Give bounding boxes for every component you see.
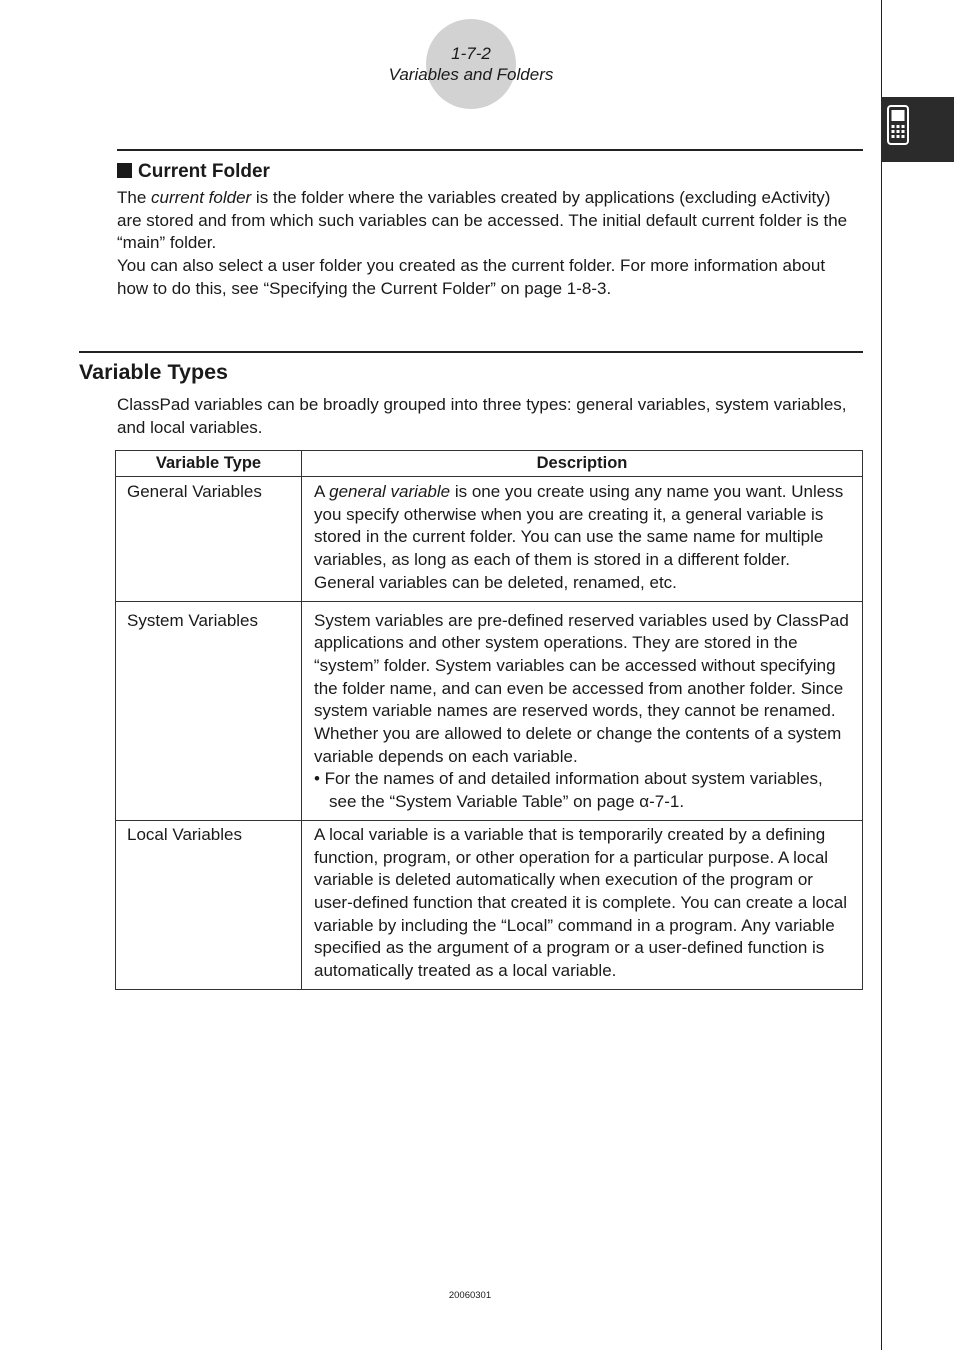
running-title: Variables and Folders	[388, 65, 554, 84]
header-circle-decoration	[426, 19, 516, 109]
system-desc: System variables are pre-defined reserved variables used by ClassPad applications and other system operations. They are stored in the “system” folder. System variables can be accessed without specifying the folder name, and can even be accessed from another folder. Since system variable names are reserved words, they cannot be renamed. Whether you are allowed to delete or change the contents of a system variable depends on each variable.	[314, 610, 849, 766]
section-rule	[79, 351, 863, 353]
column-header-description: Description	[302, 451, 863, 477]
description-cell-general	[302, 477, 863, 602]
variable-types-table	[115, 450, 863, 990]
table-header-row	[116, 451, 863, 477]
calculator-icon	[887, 105, 909, 145]
current-folder-heading	[117, 160, 270, 184]
general-desc-lead: A	[314, 482, 330, 501]
current-folder-paragraph-1	[117, 187, 857, 255]
para1-lead: The	[117, 188, 152, 207]
type-cell-local: Local Variables	[116, 820, 302, 989]
table-row	[116, 477, 863, 602]
table-row	[116, 601, 863, 820]
variable-types-intro	[117, 394, 857, 439]
footer-code: 20060301	[448, 1290, 492, 1301]
system-bullet-note-continued: see the “System Variable Table” on page α-7-1.	[329, 792, 685, 812]
page-number: 1-7-2	[451, 44, 491, 63]
table-row	[116, 820, 863, 989]
para1-term: current folder	[151, 188, 252, 207]
type-cell-system: System Variables	[116, 601, 302, 820]
system-bullet-note: • For the names of and detailed information about system variables,	[314, 769, 823, 789]
column-header-variable-type: Variable Type	[116, 451, 302, 477]
subsection-rule	[117, 149, 863, 151]
square-bullet-icon	[117, 163, 132, 178]
right-margin-rule	[881, 0, 882, 1350]
variable-types-heading: Variable Types	[79, 360, 228, 384]
current-folder-paragraph-2: You can also select a user folder you created as the current folder. For more information about how to do this, see “Specifying the Current Folder” on page 1-8-3.	[117, 256, 826, 298]
para1-rest: is the folder where the variables created by applications (excluding eActivity) are stored and from which such variables can be accessed. The initial default current folder is the “main” folder.	[117, 188, 848, 253]
description-cell-local: A local variable is a variable that is temporarily created by a defining function, program, or other operation for a particular purpose. A local variable is deleted automatically when execution of the program or user-defined function that created it is complete. You can create a local variable by including the “Local” command in a program. Any variable specified as the argument of a program or a user-defined function is automatically treated as a local variable.	[302, 820, 863, 989]
current-folder-heading-text: Current Folder	[138, 161, 270, 182]
type-cell-general: General Variables	[116, 477, 302, 602]
chapter-tab	[881, 97, 954, 162]
current-folder-body	[117, 187, 857, 301]
general-desc-term: general variable	[329, 482, 451, 501]
description-cell-system	[302, 601, 863, 820]
variable-types-intro-text: ClassPad variables can be broadly grouped into three types: general variables, system variables, and local variables.	[117, 395, 847, 437]
general-desc-rest: is one you create using any name you want. Unless you specify otherwise when you are creating it, a general variable is stored in the current folder. You can use the same name for multiple variables, as long as each of them is stored in a different folder. General variables can be deleted, renamed, etc.	[314, 482, 844, 592]
